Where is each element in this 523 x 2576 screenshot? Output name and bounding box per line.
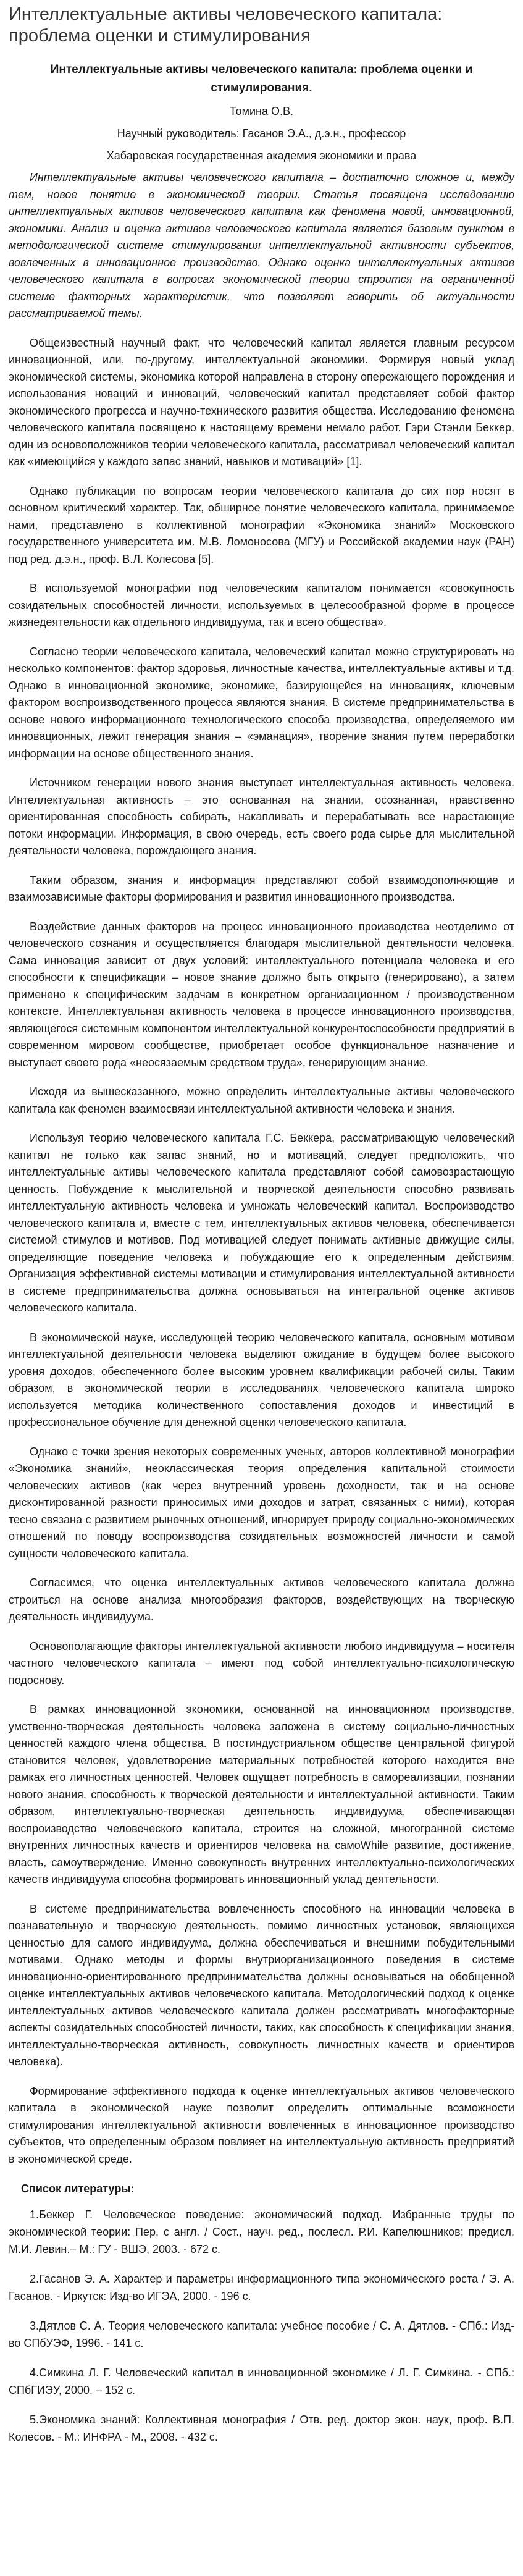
body-paragraph: Однако с точки зрения некоторых современных ученых, авторов коллективной монографии «Экономика знаний», неоклассическая теория определения капитальной стоимости человеческих активов (как через внутренний уровень доходности, так и на основе дисконтированной разности приносимых ими доходов и затрат, связанных с ними), которая тесно связана с развитием рыночных отношений, игнорирует природу социально-экономических отношений по поводу воспроизводства созидательных возможностей личности и самой сущности человеческого капитала. — [9, 1445, 514, 1560]
body-paragraph: Основополагающие факторы интеллектуальной активности любого индивидуума – носителя частного человеческого капитала – имеют под собой интеллектуально-психологическую подоснову. — [9, 1639, 514, 1686]
author-name: Томина О.В. — [230, 105, 293, 117]
body-paragraph: Используя теорию человеческого капитала Г.С. Беккера, рассматривающую человеческий капитал не только как запас знаний, но и мотиваций, следует предположить, что интеллектуальные активы человеческого капитала представляют собой самовозрастающую ценность. Побуждение к мыслительной и творческой деятельности способно развивать интеллектуальную активность человека и умножать человеческий капитал. Воспроизводство человеческого капитала и, вместе с тем, интеллектуальных активов человека, обеспечивается системой стимулов и мотивов. Под мотивацией следует понимать активные движущие силы, определяющие поведение человека и побуждающие его к определенным действиям. Организация эффективной системы мотивации и стимулирования интеллектуальной активности в системе предпринимательства должна основываться на интегральной оценке активов человеческого капитала. — [9, 1132, 514, 1314]
article-header — [9, 61, 514, 164]
article-title: Интеллектуальные активы человеческого капитала: проблема оценки и стимулирования. — [50, 63, 473, 95]
body-paragraph: В рамках инновационной экономики, основанной на инновационном производстве, умственно-творческая деятельность человека заложена в систему социально-личностных ценностей каждого члена общества. В постиндустриальном обществе центральной фигурой становится человек, удовлетворение материальных потребностей которого находится вне рамках его личностных ценностей. Человек ощущает потребность в самореализации, познании нового знания, способность к творческой деятельности и интеллектуальной активности. Таким образом, интеллектуально-творческая деятельность индивидуума, обеспечивающая воспроизводство человеческого капитала, строится на сложной, многогранной системе внутренних личностных качеств и ориентиров человека на самоWhile развитие, достижение, власть, самоутверждение. Именно совокупность внутренних интеллектуально-психологических качеств индивидуума способна формировать инновационный уклад деятельности. — [9, 1703, 514, 1885]
body-paragraph: Источником генерации нового знания выступает интеллектуальная активность человека. Интеллектуальная активность – это основанная на знании, осознанная, нравственно ориентированная способность собирать, накапливать и перерабатывать все нарастающие потоки информации. Информация, в свою очередь, есть своего рода сырье для мыслительной деятельности человека, порождающего знания. — [9, 777, 514, 857]
body-paragraph: В системе предпринимательства вовлеченность способного на инновации человека в познавательную и творческую деятельность, помимо личностных установок, являющихся ценностью для самого индивидуума, должна обеспечиваться и внешними побудительными мотивами. Однако методы и формы внутриорганизационного поведения в системе инновационно-ориентированного предпринимательства должны основываться на обобщенной оценке интеллектуальных активов человеческого капитала. Методологический подход к оценке интеллектуальных активов человеческого капитала должен рассматривать многофакторные аспекты созидательных способностей личности, таких, как способность к спецификации знания, интеллектуально-творческая активность, совокупность личностных качеств и ориентиров человека). — [9, 1902, 514, 2068]
references-title: Список литературы: — [21, 2182, 135, 2195]
references-list — [9, 2206, 514, 2446]
body-paragraph: В экономической науке, исследующей теорию человеческого капитала, основным мотивом интеллектуальной деятельности человека выделяют ожидание в будущем более высокого уровня доходов, обеспеченного более высоким уровнем квалификации рабочей силы. Таким образом, в экономической теории в исследованиях человеческого капитала широко используется методика количественного сопоставления доходов и инвестиций в профессиональное обучение для денежной оценки человеческого капитала. — [9, 1331, 514, 1428]
body-paragraph: Общеизвестный научный факт, что человеческий капитал является главным ресурсом инновационной, или, по-другому, интеллектуальной экономики. Формируя новый уклад экономической системы, экономика которой направлена в сторону опережающего порождения и использования новаций и инноваций, человеческий капитал представляет собой фактор экономического прогресса и научно-технического развития общества. Исследованию феномена человеческого капитала посвящено к настоящему времени немало работ. Гэри Стэнли Беккер, один из основоположников теории человеческого капитала, рассматривал человеческий капитал как «имеющийся у каждого запас знаний, навыков и мотиваций» [1]. — [9, 336, 514, 468]
body-paragraph: Воздействие данных факторов на процесс инновационного производства неотделимо от человеческого сознания и осуществляется благодаря мыслительной деятельности человека. Сама инновация зависит от двух условий: интеллектуального потенциала человека и его способности к спецификации – новое знание должно быть открыто (генерировано), а затем применено к специфическим задачам в конкретном организационном / производственном контексте. Интеллектуальная активность человека в процессе инновационного производства, являющегося системным компонентом интеллектуальной конкурентоспособности предприятий в современном мировом сообществе, приобретает особое функциональное назначение и выступает своего рода «неосязаемым средством труда», генерирующим знание. — [9, 920, 514, 1069]
scientific-advisor: Научный руководитель: Гасанов Э.А., д.э.н., профессор — [117, 127, 406, 140]
reference-item: 3.Дятлов С. А. Теория человеческого капитала: учебное пособие / С. А. Дятлов. - СПб.: Изд-во СПбУЭФ, 1996. - 141 с. — [9, 2320, 514, 2349]
body-paragraph: Исходя из вышесказанного, можно определить интеллектуальные активы человеческого капитала как феномен взаимосвязи интеллектуальной активности человека и знания. — [9, 1085, 514, 1115]
body-paragraph: В используемой монографии под человеческим капиталом понимается «совокупность созидательных способностей личности, используемых в целесообразной форме в процессе жизнедеятельности как отдельного индивидуума, так и всего общества». — [9, 582, 514, 628]
page-title: Интеллектуальные активы человеческого капитала: проблема оценки и стимулирования — [9, 4, 443, 46]
reference-item: 2.Гасанов Э. А. Характер и параметры информационного типа экономического роста / Э. А. Гасанов. - Иркутск: Изд-во ИГЭА, 2000. - 196 с. — [9, 2273, 514, 2302]
institution-name: Хабаровская государственная академия экономики и права — [106, 149, 417, 162]
reference-item: 4.Симкина Л. Г. Человеческий капитал в инновационной экономике / Л. Г. Симкина. - СПб.: СПбГИЭУ, 2000. – 152 с. — [9, 2367, 514, 2396]
body-paragraph: Формирование эффективного подхода к оценке интеллектуальных активов человеческого капитала в экономической науке позволит определить оптимальные возможности стимулирования интеллектуальной активности вовлеченных в инновационное производство субъектов, что определенным образом повлияет на интеллектуальную активность предприятий в экономической среде. — [9, 2084, 514, 2165]
article-body — [9, 335, 514, 2168]
abstract: Интеллектуальные активы человеческого капитала – достаточно сложное и, между тем, новое понятие в экономической теории. Статья посвящена исследованию интеллектуальных активов человеческого капитала как феномена новой, инновационной, экономики. Анализ и оценка активов человеческого капитала является базовым пунктом в методологической системе стимулирования интеллектуальной активности субъектов, вовлеченных в инновационное производство. Однако оценка интеллектуальных активов человеческого капитала в вопросах экономической теории строится на ограниченной системе факторных характеристик, что позволяет говорить об актуальности рассматриваемой темы. — [9, 171, 514, 319]
body-paragraph: Согласно теории человеческого капитала, человеческий капитал можно структурировать на несколько компонентов: фактор здоровья, личностные качества, интеллектуальные активы и т.д. Однако в инновационной экономике, экономике, базирующейся на инновациях, ключевым фактором воспроизводственного процесса являются знания. В системе предпринимательства в основе нового информационного технологического способа производства, определяемого им инновационных, лежит генерация знания – «эманация», творение знания путем переработки информации на основе общественного знания. — [9, 645, 514, 760]
reference-item: 5.Экономика знаний: Коллективная монография / Отв. ред. доктор экон. наук, проф. В.П. Колесов. - М.: ИНФРА - М., 2008. - 432 с. — [9, 2414, 514, 2443]
reference-item: 1.Беккер Г. Человеческое поведение: экономический подход. Избранные труды по экономической теории: Пер. с англ. / Сост., науч. ред., послесл. Р.И. Капелюшников; предисл. М.И. Левин.– М.: ГУ - ВШЭ, 2003. - 672 с. — [9, 2208, 514, 2255]
body-paragraph: Однако публикации по вопросам теории человеческого капитала до сих пор носят в основном критический характер. Так, обширное понятие человеческого капитала, принимаемое нами, представлено в коллективной монографии «Экономика знаний» Московского государственного университета им. М.В. Ломоносова (МГУ) и Российской академии наук (РАН) под ред. д.э.н., проф. В.Л. Колесова [5]. — [9, 484, 514, 565]
body-paragraph: Согласимся, что оценка интеллектуальных активов человеческого капитала должна строиться на основе анализа многообразия факторов, воздействующих на творческую деятельность индивидуума. — [9, 1576, 514, 1623]
body-paragraph: Таким образом, знания и информация представляют собой взаимодополняющие и взаимозависимые факторы формирования и развития инновационного производства. — [9, 873, 514, 903]
